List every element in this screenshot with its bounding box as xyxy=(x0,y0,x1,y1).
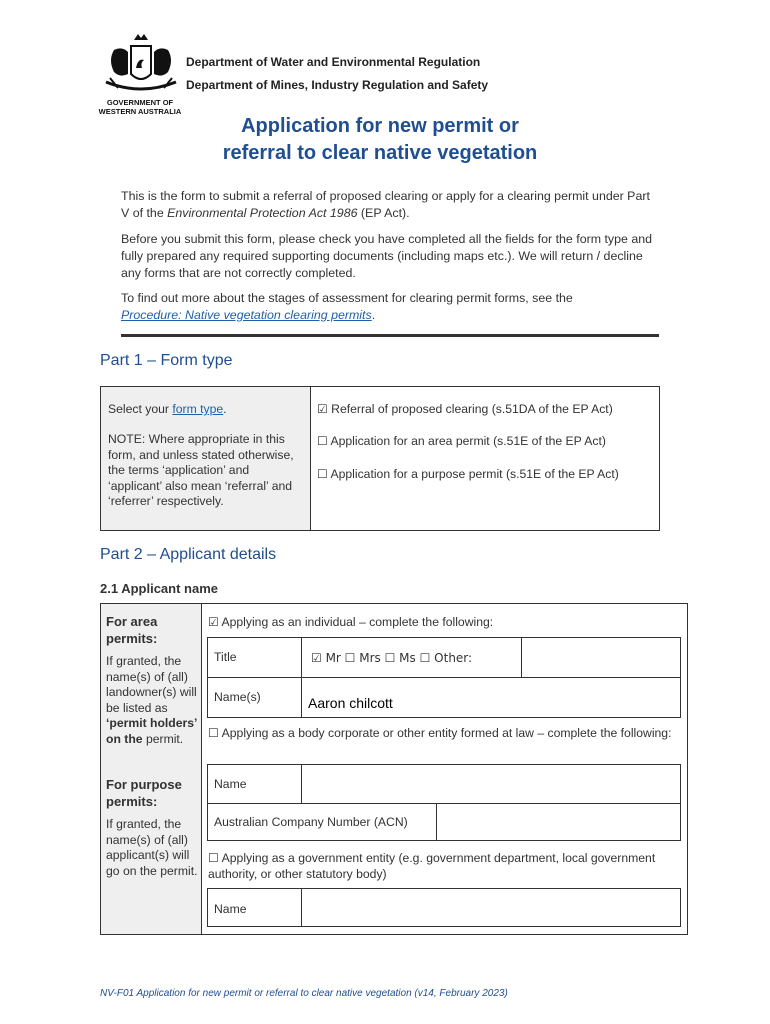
title-options[interactable]: ☑ Mr ☐ Mrs ☐ Ms ☐ Other: xyxy=(311,651,473,665)
acn-label: Australian Company Number (ACN) xyxy=(214,815,408,829)
select-form-type-text: Select your form type. xyxy=(108,402,227,416)
divider xyxy=(121,334,659,337)
intro-paragraph-3: To find out more about the stages of assessment for clearing permit forms, see the Procedure: Native vegetation clearing permits. xyxy=(121,291,573,322)
title-other-field[interactable] xyxy=(522,638,680,677)
applicant-table xyxy=(100,603,688,935)
footer-text: NV-F01 Application for new permit or referral to clear native vegetation (v14, February 2023) xyxy=(100,988,508,999)
wa-government-crest xyxy=(100,30,182,98)
area-permits-title: For area permits: xyxy=(106,614,158,646)
title-label: Title xyxy=(214,650,237,664)
individual-checkbox[interactable]: ☑ xyxy=(208,615,219,629)
applicant-info-cell xyxy=(101,604,202,934)
names-row xyxy=(207,677,681,718)
page-title: Application for new permit or referral to clear native vegetation xyxy=(222,115,538,164)
intro-paragraph-2: Before you submit this form, please check you have completed all the fields for the form type and fully prepared any required supporting documents (including maps etc.). We will return / decline any forms that are not correctly completed. xyxy=(121,232,653,280)
option-purpose-permit[interactable]: ☐ Application for a purpose permit (s.51E of the EP Act) xyxy=(317,467,619,481)
government-label: GOVERNMENT OF WESTERN AUSTRALIA xyxy=(98,98,182,116)
title-row xyxy=(207,637,681,678)
gov-name-label: Name xyxy=(214,902,247,916)
government-option[interactable]: ☐ Applying as a government entity (e.g. government department, local government authority, or other statutory body) xyxy=(208,851,656,881)
gov-name-row xyxy=(207,888,681,927)
department-name-2: Department of Mines, Industry Regulation and Safety xyxy=(186,78,489,92)
procedure-link[interactable]: Procedure: Native vegetation clearing permits xyxy=(121,308,372,322)
form-type-table xyxy=(100,386,660,531)
corp-name-label: Name xyxy=(214,777,247,791)
option-referral[interactable]: ☑ Referral of proposed clearing (s.51DA of the EP Act) xyxy=(317,402,613,416)
purpose-permits-text: If granted, the name(s) of (all) applicant(s) will go on the permit. xyxy=(106,817,198,878)
referral-checkbox[interactable]: ☑ xyxy=(317,402,328,416)
purpose-permit-checkbox[interactable]: ☐ xyxy=(317,467,328,481)
purpose-permits-title: For purpose permits: xyxy=(106,777,182,809)
names-label: Name(s) xyxy=(214,690,261,704)
corporate-option[interactable]: ☐ Applying as a body corporate or other entity formed at law – complete the following: xyxy=(208,726,672,740)
corp-name-row xyxy=(207,764,681,804)
form-type-label-cell xyxy=(101,387,311,530)
part1-heading: Part 1 – Form type xyxy=(100,352,233,369)
names-field[interactable]: Aaron chilcott xyxy=(308,695,393,711)
intro-paragraph-1: This is the form to submit a referral of proposed clearing or apply for a clearing permit under Part V of the Environmental Protection Act 1986 (EP Act). xyxy=(121,189,650,220)
area-permits-text: If granted, the name(s) of (all) landowner(s) will be listed as ‘permit holders’ on the permit. xyxy=(106,654,197,746)
form-type-link[interactable]: form type xyxy=(172,402,224,416)
gov-name-field[interactable] xyxy=(302,889,680,926)
department-name-1: Department of Water and Environmental Regulation xyxy=(186,55,481,69)
option-area-permit[interactable]: ☐ Application for an area permit (s.51E of the EP Act) xyxy=(317,434,606,448)
area-permit-checkbox[interactable]: ☐ xyxy=(317,434,328,448)
acn-row xyxy=(207,803,681,841)
corp-name-field[interactable] xyxy=(302,765,680,803)
acn-field[interactable] xyxy=(437,804,680,840)
applicant-name-subheading: 2.1 Applicant name xyxy=(100,581,218,596)
note-text: NOTE: Where appropriate in this form, and unless stated otherwise, the terms ‘application’ and ‘applicant’ also mean ‘referral’ and ‘referrer’ respectively. xyxy=(108,432,294,508)
part2-heading: Part 2 – Applicant details xyxy=(100,546,277,563)
individual-option[interactable]: ☑ Applying as an individual – complete the following: xyxy=(208,615,494,629)
